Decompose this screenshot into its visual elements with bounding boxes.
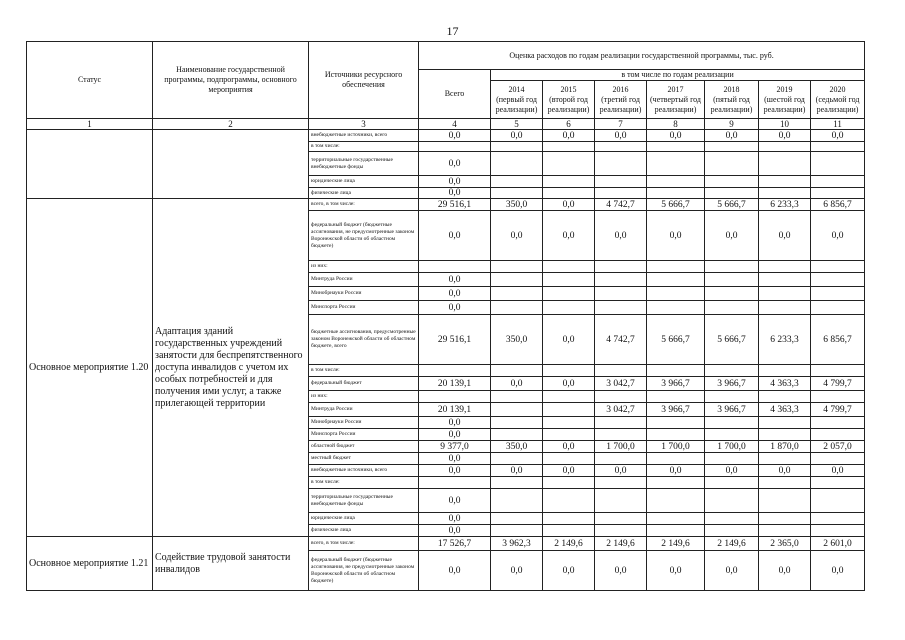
header-total: Всего (419, 70, 491, 119)
row-status: Основное мероприятие 1.21 (27, 537, 153, 591)
row-funding-source: Минспорта России (309, 429, 419, 441)
column-number: 9 (705, 119, 759, 130)
header-year-2014 (491, 81, 543, 119)
value-cell (647, 391, 705, 403)
row-funding-source: Минтруда России (309, 403, 419, 417)
value-cell (595, 429, 647, 441)
row-program-name: Адаптация зданий государственных учреждений занятости для беспрепятственного доступа инвалидов с учетом их особых потребностей и для получения ими услуг, а также прилегающей территории (153, 199, 309, 537)
value-cell: 17 526,7 (419, 537, 491, 551)
year-number: 2020 (829, 84, 846, 94)
row-program-name: Содействие трудовой занятости инвалидов (153, 537, 309, 591)
value-cell (543, 152, 595, 176)
value-cell (543, 489, 595, 513)
value-cell (543, 391, 595, 403)
value-cell (595, 365, 647, 377)
value-cell: 0,0 (491, 130, 543, 142)
value-cell: 0,0 (419, 417, 491, 429)
value-cell: 0,0 (419, 525, 491, 537)
value-cell (759, 152, 811, 176)
value-cell (543, 403, 595, 417)
value-cell (647, 489, 705, 513)
value-cell (705, 391, 759, 403)
value-cell (759, 489, 811, 513)
value-cell: 0,0 (543, 199, 595, 211)
value-cell: 0,0 (543, 315, 595, 365)
value-cell: 4 799,7 (811, 377, 865, 391)
value-cell: 0,0 (491, 465, 543, 477)
column-number: 4 (419, 119, 491, 130)
value-cell (759, 188, 811, 199)
value-cell (491, 477, 543, 489)
value-cell (595, 477, 647, 489)
row-funding-source: всего, в том числе: (309, 199, 419, 211)
value-cell: 0,0 (419, 176, 491, 188)
year-number: 2018 (723, 84, 740, 94)
value-cell: 5 666,7 (705, 315, 759, 365)
value-cell: 0,0 (419, 211, 491, 261)
value-cell: 3 042,7 (595, 377, 647, 391)
value-cell (419, 142, 491, 152)
value-cell (543, 176, 595, 188)
column-number: 2 (153, 119, 309, 130)
value-cell (811, 188, 865, 199)
value-cell: 1 870,0 (759, 441, 811, 453)
value-cell: 0,0 (811, 130, 865, 142)
year-label: (четвертый год реализации) (650, 94, 701, 114)
value-cell (811, 142, 865, 152)
value-cell: 0,0 (419, 513, 491, 525)
column-number: 10 (759, 119, 811, 130)
value-cell: 0,0 (705, 130, 759, 142)
value-cell: 0,0 (491, 551, 543, 591)
year-label: (третий год реализации) (599, 94, 642, 114)
value-cell (811, 525, 865, 537)
column-number: 7 (595, 119, 647, 130)
value-cell (543, 142, 595, 152)
value-cell (647, 513, 705, 525)
value-cell: 5 666,7 (647, 199, 705, 211)
header-status: Статус (27, 42, 153, 119)
value-cell: 0,0 (419, 130, 491, 142)
value-cell (759, 287, 811, 301)
row-funding-source: Минобрнауки России (309, 287, 419, 301)
value-cell (595, 188, 647, 199)
value-cell: 0,0 (595, 465, 647, 477)
value-cell: 0,0 (543, 377, 595, 391)
header-year-2016 (595, 81, 647, 119)
value-cell (811, 513, 865, 525)
value-cell (705, 525, 759, 537)
header-including: в том числе по годам реализации (491, 70, 865, 81)
value-cell: 2 057,0 (811, 441, 865, 453)
value-cell (595, 152, 647, 176)
value-cell: 0,0 (543, 551, 595, 591)
value-cell: 2 149,6 (595, 537, 647, 551)
column-number: 1 (27, 119, 153, 130)
value-cell: 6 856,7 (811, 315, 865, 365)
value-cell: 0,0 (491, 211, 543, 261)
value-cell (705, 453, 759, 465)
value-cell (647, 287, 705, 301)
row-funding-source: в том числе: (309, 365, 419, 377)
value-cell (543, 365, 595, 377)
value-cell: 0,0 (419, 429, 491, 441)
value-cell: 0,0 (811, 465, 865, 477)
value-cell (491, 365, 543, 377)
value-cell: 3 966,7 (647, 403, 705, 417)
value-cell (811, 273, 865, 287)
value-cell: 350,0 (491, 199, 543, 211)
value-cell (811, 429, 865, 441)
value-cell: 0,0 (705, 211, 759, 261)
value-cell (759, 391, 811, 403)
value-cell (811, 489, 865, 513)
value-cell (705, 287, 759, 301)
row-funding-source: Минтруда России (309, 273, 419, 287)
row-funding-source: федеральный бюджет (бюджетные ассигнования, не предусмотренные законом Воронежской области об областном бюджете) (309, 551, 419, 591)
row-funding-source: внебюджетные источники, всего (309, 130, 419, 142)
value-cell: 0,0 (491, 377, 543, 391)
value-cell: 0,0 (595, 551, 647, 591)
value-cell: 3 966,7 (705, 403, 759, 417)
value-cell (647, 176, 705, 188)
year-label: (пятый год реализации) (710, 94, 753, 114)
value-cell (759, 142, 811, 152)
value-cell: 0,0 (811, 551, 865, 591)
table-row (27, 537, 865, 551)
year-label: (седьмой год реализации) (815, 94, 860, 114)
value-cell: 350,0 (491, 441, 543, 453)
row-funding-source: юридические лица (309, 176, 419, 188)
value-cell: 5 666,7 (705, 199, 759, 211)
value-cell: 0,0 (759, 211, 811, 261)
value-cell (705, 176, 759, 188)
value-cell (759, 477, 811, 489)
value-cell (491, 525, 543, 537)
value-cell (705, 365, 759, 377)
value-cell (759, 453, 811, 465)
value-cell (647, 273, 705, 287)
value-cell: 0,0 (595, 130, 647, 142)
row-funding-source: Минспорта России (309, 301, 419, 315)
value-cell (595, 453, 647, 465)
column-number: 3 (309, 119, 419, 130)
value-cell (647, 261, 705, 273)
value-cell: 0,0 (811, 211, 865, 261)
value-cell: 2 149,6 (705, 537, 759, 551)
value-cell (595, 287, 647, 301)
value-cell: 0,0 (647, 130, 705, 142)
value-cell (647, 417, 705, 429)
value-cell: 0,0 (705, 465, 759, 477)
value-cell (811, 176, 865, 188)
value-cell: 0,0 (419, 273, 491, 287)
row-funding-source: юридические лица (309, 513, 419, 525)
value-cell (543, 261, 595, 273)
value-cell (595, 513, 647, 525)
value-cell (759, 525, 811, 537)
column-number-row (27, 119, 865, 130)
value-cell: 0,0 (595, 211, 647, 261)
row-funding-source: в том числе: (309, 142, 419, 152)
value-cell (759, 261, 811, 273)
row-status (27, 130, 153, 199)
row-funding-source: внебюджетные источники, всего (309, 465, 419, 477)
value-cell (811, 365, 865, 377)
value-cell (491, 403, 543, 417)
row-funding-source: областной бюджет (309, 441, 419, 453)
value-cell (595, 142, 647, 152)
value-cell (419, 261, 491, 273)
value-cell: 4 799,7 (811, 403, 865, 417)
value-cell (419, 365, 491, 377)
column-number: 8 (647, 119, 705, 130)
value-cell: 0,0 (419, 551, 491, 591)
value-cell (811, 287, 865, 301)
value-cell: 3 962,3 (491, 537, 543, 551)
year-number: 2017 (667, 84, 684, 94)
value-cell (595, 391, 647, 403)
value-cell: 0,0 (647, 551, 705, 591)
value-cell: 3 966,7 (705, 377, 759, 391)
value-cell: 0,0 (759, 465, 811, 477)
value-cell (595, 489, 647, 513)
value-cell: 0,0 (705, 551, 759, 591)
value-cell (491, 453, 543, 465)
value-cell (543, 453, 595, 465)
row-funding-source: в том числе: (309, 477, 419, 489)
value-cell (811, 261, 865, 273)
value-cell (491, 287, 543, 301)
value-cell: 20 139,1 (419, 403, 491, 417)
value-cell: 2 149,6 (543, 537, 595, 551)
value-cell: 0,0 (543, 211, 595, 261)
value-cell (705, 152, 759, 176)
value-cell (705, 142, 759, 152)
value-cell: 0,0 (419, 453, 491, 465)
year-number: 2019 (776, 84, 793, 94)
value-cell (491, 391, 543, 403)
value-cell (647, 301, 705, 315)
value-cell (647, 365, 705, 377)
value-cell (705, 261, 759, 273)
value-cell (491, 429, 543, 441)
page-number: 17 (446, 24, 459, 38)
value-cell: 2 365,0 (759, 537, 811, 551)
table-row (27, 130, 865, 142)
value-cell (543, 477, 595, 489)
value-cell (811, 301, 865, 315)
value-cell (759, 429, 811, 441)
header-year-2018 (705, 81, 759, 119)
value-cell: 0,0 (759, 551, 811, 591)
column-number: 5 (491, 119, 543, 130)
value-cell (647, 453, 705, 465)
value-cell (595, 525, 647, 537)
year-label: (шестой год реализации) (763, 94, 806, 114)
value-cell: 20 139,1 (419, 377, 491, 391)
value-cell (491, 301, 543, 315)
value-cell: 0,0 (647, 211, 705, 261)
value-cell: 0,0 (543, 465, 595, 477)
value-cell (543, 417, 595, 429)
value-cell (647, 429, 705, 441)
value-cell (491, 142, 543, 152)
value-cell: 0,0 (543, 130, 595, 142)
value-cell (491, 152, 543, 176)
value-cell: 2 149,6 (647, 537, 705, 551)
value-cell (491, 513, 543, 525)
value-cell: 0,0 (419, 301, 491, 315)
value-cell: 0,0 (419, 465, 491, 477)
value-cell (543, 287, 595, 301)
value-cell: 3 966,7 (647, 377, 705, 391)
value-cell (491, 261, 543, 273)
value-cell (419, 477, 491, 489)
value-cell: 0,0 (419, 287, 491, 301)
row-funding-source: из них: (309, 261, 419, 273)
row-funding-source: физические лица (309, 525, 419, 537)
year-number: 2014 (508, 84, 525, 94)
row-funding-source: местный бюджет (309, 453, 419, 465)
column-number: 6 (543, 119, 595, 130)
header-year-2015 (543, 81, 595, 119)
value-cell: 4 363,3 (759, 377, 811, 391)
header-row-main (27, 42, 865, 70)
value-cell: 0,0 (647, 465, 705, 477)
value-cell (595, 261, 647, 273)
value-cell: 29 516,1 (419, 315, 491, 365)
value-cell (811, 391, 865, 403)
value-cell (705, 301, 759, 315)
year-label: (первый год реализации) (495, 94, 538, 114)
column-number: 11 (811, 119, 865, 130)
value-cell (705, 489, 759, 513)
value-cell (759, 301, 811, 315)
value-cell: 9 377,0 (419, 441, 491, 453)
value-cell (543, 188, 595, 199)
value-cell: 1 700,0 (595, 441, 647, 453)
value-cell (811, 453, 865, 465)
value-cell (759, 273, 811, 287)
value-cell (811, 477, 865, 489)
value-cell (543, 513, 595, 525)
row-funding-source: всего, в том числе: (309, 537, 419, 551)
value-cell (647, 525, 705, 537)
value-cell (419, 391, 491, 403)
header-year-2017 (647, 81, 705, 119)
header-year-2019 (759, 81, 811, 119)
value-cell (759, 417, 811, 429)
year-label: (второй год реализации) (547, 94, 590, 114)
value-cell (543, 273, 595, 287)
value-cell (543, 429, 595, 441)
value-cell (647, 188, 705, 199)
row-status: Основное мероприятие 1.20 (27, 199, 153, 537)
table-row (27, 199, 865, 211)
row-funding-source: территориальные государственные внебюджетные фонды (309, 152, 419, 176)
value-cell: 4 363,3 (759, 403, 811, 417)
value-cell (595, 273, 647, 287)
value-cell: 4 742,7 (595, 315, 647, 365)
value-cell: 1 700,0 (647, 441, 705, 453)
value-cell (705, 477, 759, 489)
value-cell (491, 188, 543, 199)
value-cell: 6 233,3 (759, 199, 811, 211)
row-funding-source: федеральный бюджет (бюджетные ассигнования, не предусмотренные законом Воронежской области об областном бюджете) (309, 211, 419, 261)
header-estimate: Оценка расходов по годам реализации государственной программы, тыс. руб. (419, 42, 865, 70)
value-cell (595, 301, 647, 315)
value-cell (759, 513, 811, 525)
value-cell (647, 142, 705, 152)
value-cell (647, 152, 705, 176)
year-number: 2015 (560, 84, 577, 94)
value-cell (491, 489, 543, 513)
value-cell (705, 417, 759, 429)
value-cell: 1 700,0 (705, 441, 759, 453)
value-cell (705, 188, 759, 199)
header-name: Наименование государственной программы, подпрограммы, основного мероприятия (153, 42, 309, 119)
value-cell: 6 233,3 (759, 315, 811, 365)
row-funding-source: территориальные государственные внебюджетные фонды (309, 489, 419, 513)
value-cell (759, 365, 811, 377)
row-program-name (153, 130, 309, 199)
value-cell (705, 429, 759, 441)
value-cell (811, 152, 865, 176)
value-cell: 29 516,1 (419, 199, 491, 211)
value-cell: 2 601,0 (811, 537, 865, 551)
value-cell (491, 417, 543, 429)
value-cell: 0,0 (419, 152, 491, 176)
value-cell: 0,0 (759, 130, 811, 142)
value-cell (543, 525, 595, 537)
value-cell: 3 042,7 (595, 403, 647, 417)
header-sources: Источники ресурсного обеспечения (309, 42, 419, 119)
value-cell (595, 417, 647, 429)
value-cell: 350,0 (491, 315, 543, 365)
value-cell (647, 477, 705, 489)
value-cell (595, 176, 647, 188)
value-cell: 4 742,7 (595, 199, 647, 211)
value-cell: 0,0 (543, 441, 595, 453)
row-funding-source: из них: (309, 391, 419, 403)
row-funding-source: Минобрнауки России (309, 417, 419, 429)
value-cell (811, 417, 865, 429)
value-cell: 0,0 (419, 188, 491, 199)
value-cell (705, 273, 759, 287)
value-cell: 6 856,7 (811, 199, 865, 211)
value-cell (705, 513, 759, 525)
value-cell (491, 273, 543, 287)
row-funding-source: бюджетные ассигнования, предусмотренные законом Воронежской области об областном бюджете, всего (309, 315, 419, 365)
row-funding-source: федеральный бюджет (309, 377, 419, 391)
value-cell (491, 176, 543, 188)
value-cell: 5 666,7 (647, 315, 705, 365)
row-funding-source: физические лица (309, 188, 419, 199)
value-cell (759, 176, 811, 188)
header-year-2020 (811, 81, 865, 119)
value-cell (543, 301, 595, 315)
value-cell: 0,0 (419, 489, 491, 513)
budget-table (26, 41, 865, 591)
year-number: 2016 (612, 84, 629, 94)
